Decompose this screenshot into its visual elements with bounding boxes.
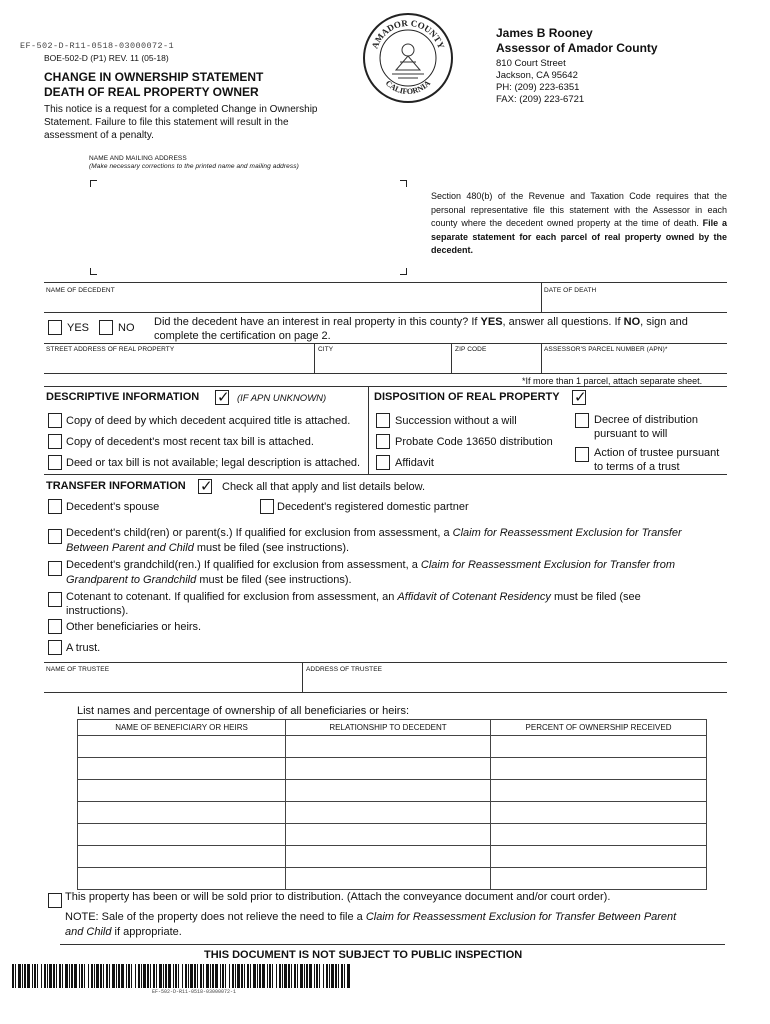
column-header-name: NAME OF BENEFICIARY OR HEIRS: [78, 720, 286, 736]
domestic-partner-label: Decedent's registered domestic partner: [277, 501, 469, 513]
address-of-trustee-field[interactable]: [306, 675, 726, 691]
mailing-address-sublabel: (Make necessary corrections to the printed name and mailing address): [89, 163, 299, 170]
divider-trustee-top: [44, 662, 727, 663]
divider-trustee: [302, 662, 303, 692]
note-text-b: Claim for Reassessment Exclusion for Transfer Between Parent: [365, 911, 677, 923]
succession-label: Succession without a will: [395, 415, 517, 427]
transfer-checkbox[interactable]: [198, 479, 212, 494]
form-code: EF-502-D-R11-0518-03000072-1: [20, 41, 175, 51]
relationship-cell[interactable]: [286, 802, 491, 824]
cotenant-checkbox[interactable]: [48, 592, 62, 607]
form-title-line1: CHANGE IN OWNERSHIP STATEMENT: [44, 70, 264, 84]
divider-descriptive-disposition: [368, 386, 369, 474]
seal-text-bottom: CALIFORNIA: [383, 78, 433, 97]
deed-copy-checkbox[interactable]: [48, 413, 62, 428]
note-text-c: and Child: [65, 926, 112, 938]
cotenant-text-a: Cotenant to cotenant. If qualified for exclusion from assessment, an: [66, 591, 395, 603]
county-seal-image: [362, 12, 454, 104]
child-parent-text-d: must be filed (see instructions).: [196, 542, 350, 554]
zip-code-field[interactable]: [455, 355, 537, 371]
table-row: [78, 868, 707, 890]
address-of-trustee-label: ADDRESS OF TRUSTEE: [306, 666, 383, 673]
beneficiary-name-cell[interactable]: [78, 758, 286, 780]
apn-field[interactable]: [544, 355, 726, 371]
beneficiary-name-cell[interactable]: [78, 824, 286, 846]
cotenant-text-b: Affidavit of Cotenant Residency: [397, 591, 551, 603]
divider-decedent-top: [44, 282, 727, 283]
beneficiary-name-cell[interactable]: [78, 780, 286, 802]
seal-text-top: AMADOR COUNTY: [369, 17, 447, 50]
svg-text:CALIFORNIA: [384, 78, 433, 96]
apn-label: ASSESSOR'S PARCEL NUMBER (APN)*: [544, 346, 668, 353]
probate-label: Probate Code 13650 distribution: [395, 436, 553, 448]
street-address-label: STREET ADDRESS OF REAL PROPERTY: [46, 346, 175, 353]
assessor-name: James B Rooney: [496, 26, 593, 40]
percent-cell[interactable]: [491, 868, 707, 890]
section-480b-body: Section 480(b) of the Revenue and Taxation Code requires that the personal representative file this statement with the Assessor in each county where the decedent owned property at the time of death.: [431, 191, 727, 228]
mailing-corner-bottom-left: [90, 268, 97, 275]
decree-checkbox[interactable]: [575, 413, 589, 428]
probate-checkbox[interactable]: [376, 434, 390, 449]
domestic-partner-checkbox[interactable]: [260, 499, 274, 514]
grandchild-text-b: Claim for Reassessment Exclusion for Transfer from: [420, 559, 675, 571]
divider-date-of-death: [541, 282, 542, 312]
zip-code-label: ZIP CODE: [455, 346, 487, 353]
trust-checkbox[interactable]: [48, 640, 62, 655]
tax-bill-checkbox[interactable]: [48, 434, 62, 449]
percent-cell[interactable]: [491, 780, 707, 802]
assessor-fax: FAX: (209) 223-6721: [496, 94, 585, 105]
other-beneficiaries-label: Other beneficiaries or heirs.: [66, 621, 202, 633]
question-no: NO: [623, 316, 641, 328]
real-property-question: [154, 316, 688, 329]
apn-note: *If more than 1 parcel, attach separate sheet.: [522, 376, 703, 386]
question-part3: , sign and: [640, 316, 688, 328]
descriptive-heading: DESCRIPTIVE INFORMATION: [46, 391, 200, 403]
descriptive-apn-unknown-checkbox[interactable]: [215, 390, 229, 405]
relationship-cell[interactable]: [286, 758, 491, 780]
percent-cell[interactable]: [491, 846, 707, 868]
child-parent-text-c: Between Parent and Child: [66, 542, 194, 554]
no-checkbox[interactable]: [99, 320, 113, 335]
cotenant-text-c: must be filed (see: [553, 591, 641, 603]
disposition-heading: DISPOSITION OF REAL PROPERTY: [374, 391, 560, 403]
real-property-question-line2: complete the certification on page 2.: [154, 330, 331, 342]
relationship-cell[interactable]: [286, 736, 491, 758]
child-parent-text-b: Claim for Reassessment Exclusion for Transfer: [452, 527, 682, 539]
descriptive-heading-note: (IF APN UNKNOWN): [237, 393, 327, 404]
beneficiary-name-cell[interactable]: [78, 802, 286, 824]
table-row: [78, 802, 707, 824]
name-of-trustee-field[interactable]: [46, 675, 298, 691]
decree-label-line2: pursuant to will: [594, 428, 668, 440]
child-parent-text-line2: [66, 542, 349, 555]
name-of-decedent-label: NAME OF DECEDENT: [46, 287, 115, 294]
trustee-action-label-line2: to terms of a trust: [594, 461, 680, 473]
relationship-cell[interactable]: [286, 824, 491, 846]
legal-description-label: Deed or tax bill is not available; legal description is attached.: [66, 457, 361, 469]
note-line2: [65, 926, 182, 939]
note-line1: [65, 911, 676, 924]
table-header-row: [78, 720, 707, 736]
yes-label: YES: [67, 322, 90, 334]
column-header-percent: PERCENT OF OWNERSHIP RECEIVED: [491, 720, 707, 736]
trust-label: A trust.: [66, 642, 101, 654]
city-label: CITY: [318, 346, 334, 353]
no-label: NO: [118, 322, 135, 334]
beneficiary-name-cell[interactable]: [78, 736, 286, 758]
divider-zip: [451, 343, 452, 373]
affidavit-label: Affidavit: [395, 457, 434, 469]
percent-cell[interactable]: [491, 802, 707, 824]
section-480b-bold: File a separate statement for each parcel of real property owned by the decedent.: [431, 218, 727, 255]
percent-cell[interactable]: [491, 736, 707, 758]
divider-address-bottom: [44, 373, 727, 374]
child-parent-text-a: Decedent's child(ren) or parent(s.) If qualified for exclusion from assessment, a: [66, 527, 450, 539]
public-inspection-notice: THIS DOCUMENT IS NOT SUBJECT TO PUBLIC INSPECTION: [204, 949, 523, 961]
grandchild-text-a: Decedent's grandchild(ren.) If qualified for exclusion from assessment, a: [66, 559, 418, 571]
table-row: [78, 736, 707, 758]
form-revision: BOE-502-D (P1) REV. 11 (05-18): [44, 53, 169, 63]
legal-description-checkbox[interactable]: [48, 455, 62, 470]
relationship-cell[interactable]: [286, 780, 491, 802]
grandchild-text-line2: [66, 574, 352, 587]
grandchild-text-line1: [66, 559, 675, 572]
date-of-death-field[interactable]: [544, 296, 724, 310]
date-of-death-label: DATE OF DEATH: [544, 287, 597, 294]
percent-cell[interactable]: [491, 758, 707, 780]
table-row: [78, 780, 707, 802]
transfer-instruction: Check all that apply and list details below.: [222, 481, 426, 493]
street-address-field[interactable]: [46, 355, 310, 371]
cotenant-text-line1: [66, 591, 641, 604]
beneficiary-name-cell[interactable]: [78, 868, 286, 890]
divider-descriptive: [44, 386, 727, 387]
assessor-address2: Jackson, CA 95642: [496, 70, 578, 81]
table-row: [78, 824, 707, 846]
grandchild-text-d: must be filed (see instructions).: [199, 574, 352, 586]
spouse-label: Decedent's spouse: [66, 501, 160, 513]
name-of-trustee-label: NAME OF TRUSTEE: [46, 666, 110, 673]
relationship-cell[interactable]: [286, 846, 491, 868]
divider-city: [314, 343, 315, 373]
divider-apn: [541, 343, 542, 373]
note-text-a: NOTE: Sale of the property does not relieve the need to file a: [65, 911, 363, 923]
table-row: [78, 758, 707, 780]
barcode-bar: [347, 964, 350, 988]
trustee-action-checkbox[interactable]: [575, 447, 589, 462]
relationship-cell[interactable]: [286, 868, 491, 890]
other-beneficiaries-checkbox[interactable]: [48, 619, 62, 634]
question-yes: YES: [480, 316, 503, 328]
mailing-address-field[interactable]: [98, 188, 398, 268]
deed-copy-label: Copy of deed by which decedent acquired title is attached.: [66, 415, 351, 427]
mailing-corner-top-right: [400, 180, 407, 187]
disposition-checkbox[interactable]: [572, 390, 586, 405]
form-title-line2: DEATH OF REAL PROPERTY OWNER: [44, 85, 259, 99]
question-part1: Did the decedent have an interest in real property in this county? If: [154, 316, 478, 328]
transfer-heading: TRANSFER INFORMATION: [46, 480, 186, 492]
percent-cell[interactable]: [491, 824, 707, 846]
note-text-d: if appropriate.: [114, 926, 182, 938]
grandchild-checkbox[interactable]: [48, 561, 62, 576]
city-field[interactable]: [318, 355, 448, 371]
divider-decedent-bottom: [44, 312, 727, 313]
table-row: [78, 846, 707, 868]
tax-bill-label: Copy of decedent's most recent tax bill is attached.: [66, 436, 314, 448]
name-of-decedent-field[interactable]: [46, 296, 536, 310]
mailing-corner-top-left: [90, 180, 97, 187]
yes-checkbox[interactable]: [48, 320, 62, 335]
divider-footer: [60, 944, 725, 945]
trustee-action-label-line1: Action of trustee pursuant: [594, 447, 720, 459]
grandchild-text-c: Grandparent to Grandchild: [66, 574, 197, 586]
sold-prior-checkbox[interactable]: [48, 893, 62, 908]
penalty-notice: This notice is a request for a completed Change in Ownership Statement. Failure to file this statement will result in the assessment of a penalty.: [44, 104, 318, 141]
section-480b-text: [431, 190, 727, 258]
succession-checkbox[interactable]: [376, 413, 390, 428]
beneficiaries-table: [77, 719, 707, 890]
child-parent-checkbox[interactable]: [48, 529, 62, 544]
mailing-corner-bottom-right: [400, 268, 407, 275]
beneficiary-name-cell[interactable]: [78, 846, 286, 868]
barcode-text: EF-502-D-R11-0518-03000072-1: [152, 989, 237, 995]
barcode-image: [12, 964, 352, 988]
child-parent-text-line1: [66, 527, 682, 540]
column-header-relationship: RELATIONSHIP TO DECEDENT: [286, 720, 491, 736]
beneficiaries-intro: List names and percentage of ownership of all beneficiaries or heirs:: [77, 705, 410, 717]
cotenant-text-line2: instructions).: [66, 605, 129, 617]
decree-label-line1: Decree of distribution: [594, 414, 698, 426]
question-part2: , answer all questions. If: [502, 316, 621, 328]
assessor-phone: PH: (209) 223-6351: [496, 82, 580, 93]
mailing-address-label: NAME AND MAILING ADDRESS: [89, 155, 187, 162]
divider-transfer: [44, 474, 727, 475]
assessor-address1: 810 Court Street: [496, 58, 566, 69]
divider-trustee-bottom: [44, 692, 727, 693]
assessor-title: Assessor of Amador County: [496, 41, 658, 55]
spouse-checkbox[interactable]: [48, 499, 62, 514]
sold-prior-label: This property has been or will be sold prior to distribution. (Attach the conveyance document and/or court order).: [65, 891, 611, 903]
affidavit-checkbox[interactable]: [376, 455, 390, 470]
divider-address-top: [44, 343, 727, 344]
